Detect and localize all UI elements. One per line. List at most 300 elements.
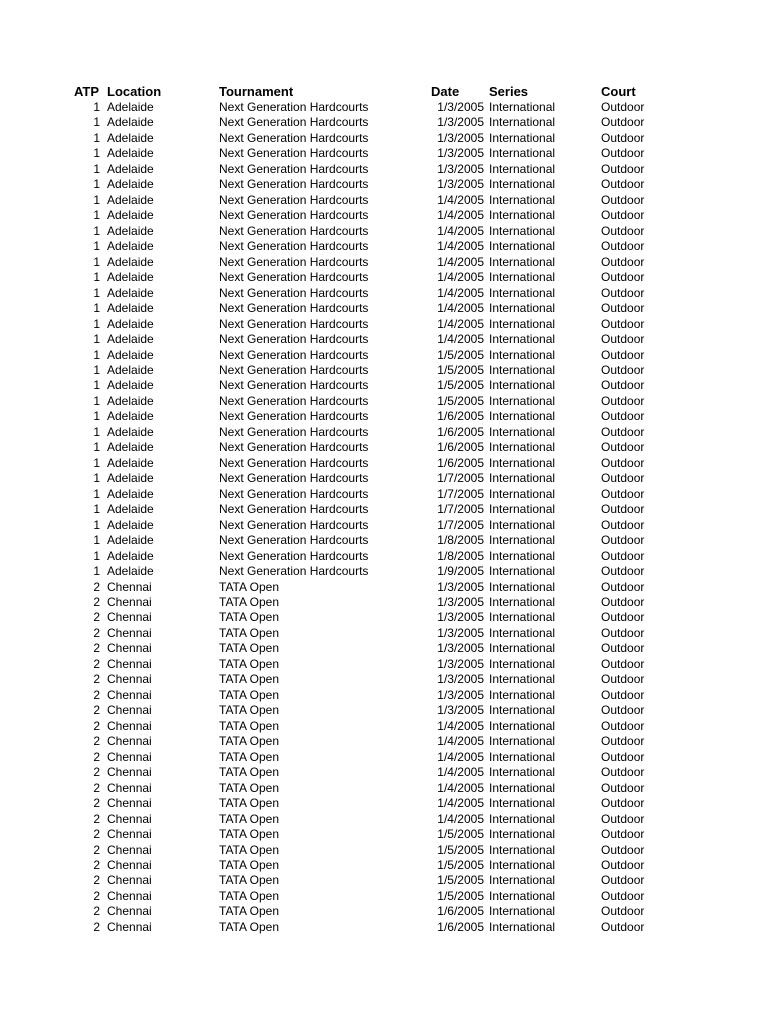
cell-series: International [489,857,556,872]
cell-location: Chennai [107,687,152,702]
cell-date: 1/5/2005 [437,362,484,377]
table-row [0,858,768,873]
cell-tournament: Next Generation Hardcourts [219,146,369,161]
cell-series: International [489,347,556,362]
cell-series: International [489,192,556,207]
cell-series: International [489,332,556,347]
cell-tournament: TATA Open [219,888,280,903]
cell-series: International [489,595,556,609]
cell-atp: 1 [93,362,100,377]
cell-date: 1/4/2005 [437,239,484,254]
header-date: Date [431,84,460,99]
cell-tournament: Next Generation Hardcourts [219,409,369,424]
cell-series: International [489,161,556,176]
cell-location: Chennai [107,873,152,888]
cell-tournament: Next Generation Hardcourts [219,192,369,207]
cell-date: 1/4/2005 [437,208,484,223]
table-row [0,115,768,130]
cell-date: 1/3/2005 [437,595,484,609]
cell-date: 1/3/2005 [437,100,484,114]
cell-location: Adelaide [107,455,154,470]
cell-series: International [489,625,556,640]
table-row [0,100,768,115]
cell-location: Adelaide [107,285,154,300]
cell-tournament: Next Generation Hardcourts [219,161,369,176]
cell-date: 1/6/2005 [437,409,484,424]
cell-location: Chennai [107,718,152,733]
cell-tournament: Next Generation Hardcourts [219,424,369,439]
table-row [0,533,768,548]
cell-court: Outdoor [601,440,645,455]
table-row [0,688,768,703]
cell-date: 1/4/2005 [437,796,484,811]
cell-tournament: TATA Open [219,904,280,919]
cell-atp: 1 [93,347,100,362]
table-row [0,208,768,223]
cell-date: 1/6/2005 [437,440,484,455]
cell-date: 1/3/2005 [437,146,484,161]
cell-court: Outdoor [601,533,645,548]
cell-date: 1/5/2005 [437,857,484,872]
table-row [0,580,768,595]
cell-tournament: TATA Open [219,595,280,609]
cell-court: Outdoor [601,486,645,501]
cell-court: Outdoor [601,192,645,207]
cell-tournament: Next Generation Hardcourts [219,115,369,130]
table-row [0,440,768,455]
cell-atp: 1 [93,223,100,238]
cell-location: Adelaide [107,548,154,563]
cell-location: Adelaide [107,161,154,176]
cell-atp: 2 [93,734,100,749]
cell-date: 1/4/2005 [437,301,484,316]
cell-series: International [489,687,556,702]
cell-date: 1/4/2005 [437,223,484,238]
cell-atp: 2 [93,811,100,826]
cell-location: Adelaide [107,100,154,114]
cell-series: International [489,533,556,548]
cell-date: 1/4/2005 [437,718,484,733]
cell-atp: 1 [93,332,100,347]
cell-location: Adelaide [107,362,154,377]
cell-court: Outdoor [601,548,645,563]
table-row [0,595,768,610]
cell-court: Outdoor [601,842,645,857]
table-row [0,286,768,301]
cell-location: Adelaide [107,347,154,362]
cell-tournament: Next Generation Hardcourts [219,100,369,114]
table-row [0,765,768,780]
cell-series: International [489,270,556,285]
cell-location: Adelaide [107,208,154,223]
cell-location: Adelaide [107,409,154,424]
cell-series: International [489,208,556,223]
cell-location: Chennai [107,734,152,749]
table-row [0,146,768,161]
cell-location: Adelaide [107,471,154,486]
cell-tournament: Next Generation Hardcourts [219,548,369,563]
cell-tournament: TATA Open [219,842,280,857]
table-row [0,301,768,316]
header-tournament: Tournament [219,84,294,99]
cell-atp: 1 [93,533,100,548]
cell-court: Outdoor [601,378,645,393]
cell-location: Adelaide [107,564,154,579]
cell-date: 1/3/2005 [437,625,484,640]
cell-date: 1/4/2005 [437,254,484,269]
table-row [0,332,768,347]
cell-series: International [489,254,556,269]
cell-date: 1/4/2005 [437,811,484,826]
spreadsheet-table [0,84,768,935]
cell-date: 1/5/2005 [437,378,484,393]
cell-atp: 1 [93,270,100,285]
cell-atp: 2 [93,718,100,733]
cell-date: 1/4/2005 [437,749,484,764]
cell-series: International [489,811,556,826]
cell-court: Outdoor [601,749,645,764]
header-court: Court [601,84,636,99]
cell-court: Outdoor [601,208,645,223]
cell-location: Adelaide [107,440,154,455]
cell-date: 1/6/2005 [437,424,484,439]
cell-series: International [489,362,556,377]
cell-tournament: TATA Open [219,625,280,640]
cell-series: International [489,223,556,238]
cell-location: Adelaide [107,301,154,316]
cell-date: 1/3/2005 [437,177,484,192]
table-row [0,177,768,192]
cell-atp: 1 [93,177,100,192]
cell-series: International [489,239,556,254]
cell-series: International [489,316,556,331]
cell-series: International [489,440,556,455]
cell-location: Chennai [107,610,152,625]
cell-date: 1/4/2005 [437,765,484,780]
cell-location: Chennai [107,703,152,718]
cell-court: Outdoor [601,502,645,517]
cell-tournament: TATA Open [219,765,280,780]
cell-tournament: TATA Open [219,734,280,749]
cell-series: International [489,100,556,114]
cell-date: 1/6/2005 [437,904,484,919]
cell-tournament: Next Generation Hardcourts [219,393,369,408]
table-row [0,348,768,363]
cell-location: Chennai [107,904,152,919]
cell-atp: 2 [93,827,100,842]
cell-atp: 2 [93,857,100,872]
header-series: Series [489,84,529,99]
table-row [0,703,768,718]
cell-court: Outdoor [601,718,645,733]
cell-court: Outdoor [601,765,645,780]
cell-court: Outdoor [601,595,645,609]
cell-series: International [489,146,556,161]
cell-location: Adelaide [107,486,154,501]
cell-date: 1/8/2005 [437,548,484,563]
cell-location: Adelaide [107,517,154,532]
cell-series: International [489,579,556,594]
cell-atp: 1 [93,100,100,114]
cell-court: Outdoor [601,455,645,470]
cell-date: 1/3/2005 [437,161,484,176]
cell-series: International [489,486,556,501]
cell-atp: 1 [93,424,100,439]
table-row [0,672,768,687]
cell-atp: 1 [93,517,100,532]
cell-tournament: TATA Open [219,796,280,811]
cell-court: Outdoor [601,919,645,934]
cell-series: International [489,656,556,671]
cell-date: 1/5/2005 [437,888,484,903]
table-row [0,363,768,378]
cell-atp: 1 [93,161,100,176]
cell-court: Outdoor [601,672,645,687]
cell-date: 1/3/2005 [437,672,484,687]
cell-series: International [489,765,556,780]
cell-atp: 2 [93,641,100,656]
cell-court: Outdoor [601,780,645,795]
cell-date: 1/7/2005 [437,502,484,517]
cell-court: Outdoor [601,161,645,176]
cell-atp: 1 [93,564,100,579]
cell-location: Adelaide [107,223,154,238]
cell-location: Adelaide [107,378,154,393]
cell-location: Adelaide [107,502,154,517]
cell-date: 1/7/2005 [437,486,484,501]
cell-series: International [489,610,556,625]
cell-location: Adelaide [107,332,154,347]
cell-location: Adelaide [107,192,154,207]
cell-tournament: Next Generation Hardcourts [219,440,369,455]
cell-atp: 1 [93,548,100,563]
cell-court: Outdoor [601,811,645,826]
cell-tournament: Next Generation Hardcourts [219,223,369,238]
cell-date: 1/8/2005 [437,533,484,548]
cell-atp: 1 [93,192,100,207]
cell-atp: 2 [93,904,100,919]
cell-court: Outdoor [601,656,645,671]
cell-tournament: TATA Open [219,749,280,764]
table-row [0,162,768,177]
cell-atp: 1 [93,146,100,161]
cell-series: International [489,409,556,424]
table-row [0,827,768,842]
cell-court: Outdoor [601,347,645,362]
cell-atp: 2 [93,672,100,687]
table-row [0,456,768,471]
cell-court: Outdoor [601,564,645,579]
cell-location: Adelaide [107,393,154,408]
header-row [0,84,768,100]
cell-atp: 2 [93,873,100,888]
cell-atp: 1 [93,239,100,254]
cell-location: Adelaide [107,239,154,254]
cell-tournament: Next Generation Hardcourts [219,130,369,145]
cell-tournament: Next Generation Hardcourts [219,378,369,393]
cell-atp: 2 [93,610,100,625]
cell-series: International [489,130,556,145]
cell-date: 1/5/2005 [437,842,484,857]
cell-location: Chennai [107,579,152,594]
cell-date: 1/7/2005 [437,471,484,486]
cell-date: 1/5/2005 [437,393,484,408]
cell-date: 1/7/2005 [437,517,484,532]
cell-location: Chennai [107,796,152,811]
cell-tournament: Next Generation Hardcourts [219,502,369,517]
cell-atp: 2 [93,625,100,640]
cell-atp: 2 [93,749,100,764]
cell-atp: 1 [93,409,100,424]
cell-atp: 1 [93,455,100,470]
cell-atp: 1 [93,115,100,130]
cell-court: Outdoor [601,115,645,130]
cell-court: Outdoor [601,362,645,377]
table-row [0,409,768,424]
cell-atp: 2 [93,703,100,718]
cell-tournament: Next Generation Hardcourts [219,533,369,548]
table-row [0,750,768,765]
cell-court: Outdoor [601,239,645,254]
cell-series: International [489,873,556,888]
cell-court: Outdoor [601,223,645,238]
cell-date: 1/3/2005 [437,656,484,671]
cell-series: International [489,796,556,811]
cell-series: International [489,301,556,316]
cell-court: Outdoor [601,285,645,300]
cell-location: Adelaide [107,533,154,548]
table-row [0,812,768,827]
cell-tournament: Next Generation Hardcourts [219,564,369,579]
cell-date: 1/5/2005 [437,827,484,842]
cell-atp: 2 [93,842,100,857]
cell-location: Adelaide [107,115,154,130]
table-row [0,471,768,486]
table-row [0,487,768,502]
cell-atp: 1 [93,502,100,517]
cell-tournament: Next Generation Hardcourts [219,471,369,486]
table-row [0,626,768,641]
cell-atp: 1 [93,393,100,408]
cell-series: International [489,780,556,795]
cell-atp: 2 [93,687,100,702]
cell-court: Outdoor [601,301,645,316]
table-row [0,781,768,796]
cell-atp: 1 [93,285,100,300]
cell-tournament: Next Generation Hardcourts [219,455,369,470]
cell-tournament: Next Generation Hardcourts [219,270,369,285]
cell-location: Adelaide [107,130,154,145]
cell-atp: 2 [93,656,100,671]
cell-atp: 2 [93,796,100,811]
cell-tournament: TATA Open [219,780,280,795]
cell-location: Chennai [107,842,152,857]
cell-location: Adelaide [107,316,154,331]
cell-series: International [489,703,556,718]
cell-location: Chennai [107,857,152,872]
table-row [0,641,768,656]
cell-date: 1/6/2005 [437,919,484,934]
cell-tournament: Next Generation Hardcourts [219,347,369,362]
table-row [0,719,768,734]
cell-date: 1/5/2005 [437,873,484,888]
table-row [0,270,768,285]
cell-series: International [489,378,556,393]
cell-court: Outdoor [601,393,645,408]
cell-date: 1/9/2005 [437,564,484,579]
cell-date: 1/3/2005 [437,703,484,718]
cell-atp: 2 [93,780,100,795]
cell-court: Outdoor [601,888,645,903]
cell-tournament: TATA Open [219,827,280,842]
cell-series: International [489,502,556,517]
cell-series: International [489,641,556,656]
cell-atp: 1 [93,130,100,145]
cell-date: 1/4/2005 [437,332,484,347]
table-row [0,193,768,208]
header-atp: ATP [73,84,99,99]
cell-court: Outdoor [601,254,645,269]
header-location: Location [107,84,162,99]
cell-series: International [489,115,556,130]
table-row [0,425,768,440]
cell-court: Outdoor [601,100,645,114]
cell-atp: 1 [93,440,100,455]
cell-atp: 2 [93,919,100,934]
cell-court: Outdoor [601,873,645,888]
cell-court: Outdoor [601,409,645,424]
cell-tournament: TATA Open [219,857,280,872]
cell-location: Chennai [107,749,152,764]
cell-court: Outdoor [601,796,645,811]
cell-location: Adelaide [107,146,154,161]
cell-court: Outdoor [601,177,645,192]
cell-date: 1/4/2005 [437,780,484,795]
cell-atp: 1 [93,208,100,223]
cell-series: International [489,548,556,563]
cell-court: Outdoor [601,904,645,919]
cell-court: Outdoor [601,424,645,439]
cell-tournament: TATA Open [219,811,280,826]
cell-court: Outdoor [601,857,645,872]
cell-series: International [489,285,556,300]
table-row [0,796,768,811]
cell-tournament: Next Generation Hardcourts [219,316,369,331]
table-row [0,657,768,672]
cell-atp: 2 [93,595,100,609]
table-row [0,378,768,393]
cell-tournament: Next Generation Hardcourts [219,486,369,501]
cell-tournament: Next Generation Hardcourts [219,517,369,532]
cell-location: Chennai [107,641,152,656]
cell-court: Outdoor [601,703,645,718]
table-body [0,100,768,935]
cell-tournament: TATA Open [219,656,280,671]
cell-location: Chennai [107,765,152,780]
cell-location: Adelaide [107,254,154,269]
cell-court: Outdoor [601,332,645,347]
table-row [0,224,768,239]
cell-tournament: TATA Open [219,641,280,656]
cell-series: International [489,842,556,857]
cell-date: 1/6/2005 [437,455,484,470]
cell-tournament: Next Generation Hardcourts [219,239,369,254]
cell-court: Outdoor [601,517,645,532]
cell-series: International [489,888,556,903]
table-row [0,843,768,858]
cell-atp: 2 [93,888,100,903]
cell-date: 1/4/2005 [437,734,484,749]
